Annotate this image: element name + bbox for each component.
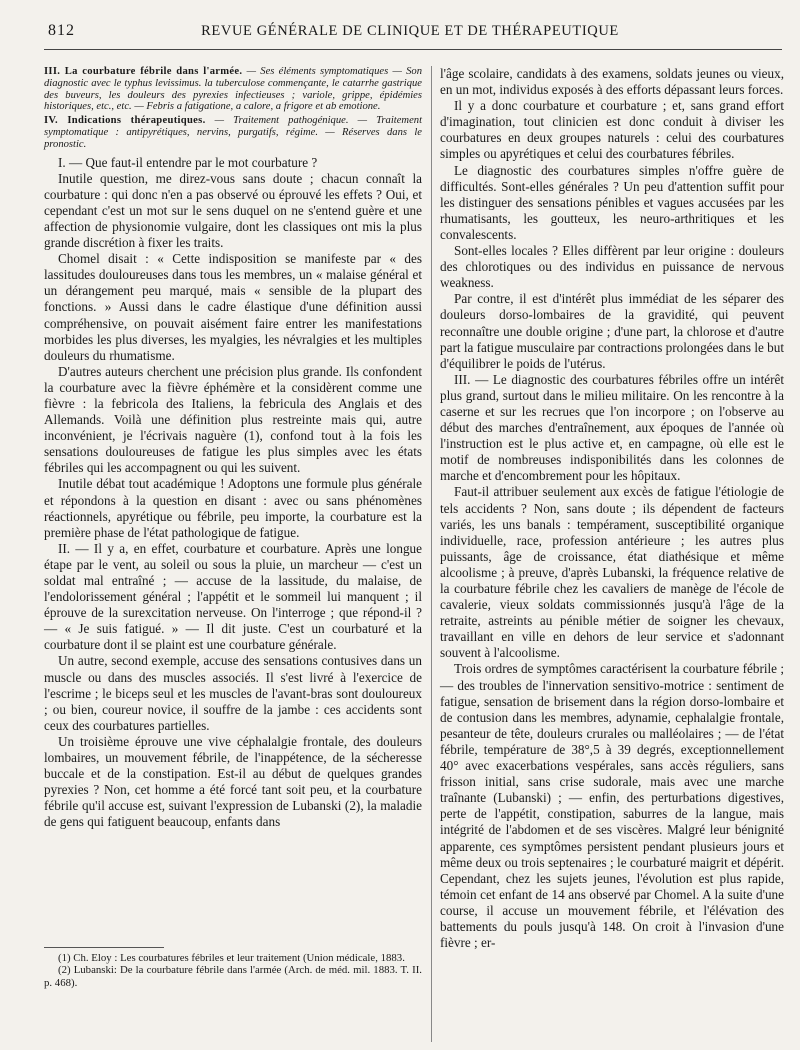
paragraph: l'âge scolaire, candidats à des examens, soldats jeunes ou vieux, en un mot, individus exposés à des efforts dépassant leurs forces. (440, 66, 784, 98)
page-header (40, 22, 780, 46)
column-divider (431, 66, 432, 1042)
footnote: (2) Lubanski: De la courbature fébrile dans l'armée (Arch. de méd. mil. 1883. T. II. p. 468). (44, 964, 422, 989)
paragraph: II. — Il y a, en effet, courbature et courbature. Après une longue étape par le vent, au soleil ou sous la pluie, un marcheur — c'est un soldat mal entraîné ; — accuse de la lassitude, du malaise, de l'endolorissement général ; l'appétit et le sommeil lui manquent ; il éprouve de la surexcitation nerveuse. On l'interroge ; que répond-il ? — « Je suis fatigué. » — Il dit juste. C'est un courbaturé et la courbature dont il se plaint est une courbature générale. (44, 540, 422, 653)
paragraph: Par contre, il est d'intérêt plus immédiat de les séparer des douleurs dorso-lombaires de la gravidité, qui peuvent reconnaître une double origine ; d'une part, la chlorose et d'autre part la fatigue musculaire par contractions prolongées dans le but d'équilibrer le poids de l'utérus. (440, 291, 784, 371)
summary-item-3 (44, 66, 422, 113)
page-number: 812 (48, 22, 75, 39)
summary-text-4: — Traitement pathogénique. — Traitement symptomatique : antipyrétiques, nervins, purgatifs, régime. — Réserves dans le pronostic. (44, 115, 423, 150)
paragraph: Faut-il attribuer seulement aux excès de fatigue l'étiologie de tels accidents ? Non, sans doute ; ils dépendent de facteurs variés, les uns banals : tempérament, susceptibilité organique individuelle, race, profession antérieure ; les autres plus puissants, âge de croissance, état diathésique et même alcoolisme ; à preuve, d'après Lubanski, la fréquence relative de la courbature fébrile chez les cavaliers de manège de l'école de cavalerie, vieux soldats commissionnés jusqu'à l'âge de la retraite, astreints au pénible métier de soigner les chevaux, travaillant en ville en dehors de leur service et s'adonnant souvent à l'alcoolisme. (440, 484, 784, 661)
paragraph: Il y a donc courbature et courbature ; et, sans grand effort d'imagination, tout clinicien est donc conduit à diviser les courbatures en deux groupes naturels : celui des courbatures simples ou apyrétiques et celui des courbatures fébriles. (440, 98, 784, 162)
summary-heading-4: IV. Indications thérapeutiques. (44, 115, 206, 127)
paragraph: Un autre, second exemple, accuse des sensations contusives dans un muscle ou dans des muscles associés. Il s'est livré à l'exercice de l'escrime ; le biceps seul et les muscles de l'avant-bras sont douloureux ; ou bien, coureur novice, il souffre de la jambe : ces accidents sont ceux des courbatures partielles. (44, 653, 422, 733)
paragraph: Un troisième éprouve une vive céphalalgie frontale, des douleurs lombaires, un mouvement fébrile, de l'inappétence, de la sécheresse buccale et de la constipation. Est-il au début de quelques grandes pyrexies ? Non, cet homme a été forcé tant soit peu, et la courbature fébrile qu'il accuse est, suivant l'expression de Lubanski (2), la maladie de gens qui fatiguent beaucoup, enfants dans (44, 733, 422, 830)
header-rule (44, 49, 782, 50)
left-column (44, 66, 422, 831)
paragraph: D'autres auteurs cherchent une précision plus grande. Ils confondent la courbature avec la fièvre éphémère et la considèrent comme une fièvre : la febricola des Italiens, la febricula des Anglais et des Allemands. Voilà une définition plus restreinte mais qui, autre inconvénient, je l'écrivais naguère (1), confond tout à la fois les sensations douloureuses de fatigue les plus simples avec les états fébriles qui les accompagnent ou qui les suivent. (44, 363, 422, 476)
running-title: REVUE GÉNÉRALE DE CLINIQUE ET DE THÉRAPEUTIQUE (201, 23, 619, 39)
paragraph: Chomel disait : « Cette indisposition se manifeste par « des lassitudes douloureuses dans tous les membres, un « malaise général et un dérangement peu marqué, mais « sensible de la plupart des fonctions. » Aussi dans le cadre élastique d'une définition aussi compréhensive, on pouvait aisément faire entrer les manifestations morbides les plus diverses, les myalgies, les névralgies et les multiples douleurs du rhumatisme. (44, 251, 422, 363)
summary-text-3: — Ses éléments symptomatiques — Son diagnostic avec le typhus levissimus. la tuberculose commençante, le catarrhe gastrique des buveurs, les douleurs des pyrexies infectieuses ; variole, grippe, épidémies historiques, etc., etc. — Febris a fatigatione, a calore, a frigore et ab emotione. (44, 66, 423, 113)
paragraph: Inutile question, me direz-vous sans doute ; chacun connaît la courbature : qui donc n'en a pas observé ou éprouvé les effets ? Oui, et cependant c'est un mot sur le sens duquel on ne s'entend guère et une affection de physionomie vulgaire, dont les classiques ont mis la plus grande discrétion à fixer les traits. (44, 170, 422, 251)
paragraph: Trois ordres de symptômes caractérisent la courbature fébrile ; — des troubles de l'innervation sensitivo-motrice : sentiment de fatigue, sensation de brisement dans la région dorso-lombaire et de contusion dans les membres, adynamie, cephalalgie frontale, pesanteur de tête, douleurs crurales ou malléolaires ; — de l'état fébrile, température de 38°,5 à 39 degrés, exceptionnellement 40° avec exacerbations vespérales, sans accès réguliers, sans frisson initial, sans crise sudorale, mais avec une marche traînante (Lubanski) ; — enfin, des perturbations digestives, perte de l'appétit, constipation, saburres de la langue, mais intégrité de l'abdomen et de ses viscères. Malgré leur bénignité apparente, ces symptômes persistent pendant plusieurs jours et même deux ou trois septenaires ; le courbaturé maigrit et dépérit. Cependant, chez les sujets jeunes, l'évolution est plus rapide, témoin cet enfant de 14 ans observé par Chomel. A la suite d'une course, il accuse un mouvement fébrile, et l'élévation des battements du pouls jusqu'à 148. On croit à l'invasion d'une fièvre ; er- (440, 661, 784, 951)
section-summary (44, 66, 422, 151)
summary-item-4 (44, 115, 422, 150)
paragraph: Sont-elles locales ? Elles diffèrent par leur origine : douleurs des chlorotiques ou des individus en puissance de nervous weakness. (440, 243, 784, 291)
footnotes (44, 952, 422, 989)
footnote: (1) Ch. Eloy : Les courbatures fébriles et leur traitement (Union médicale, 1883. (58, 952, 405, 964)
paragraph: I. — Que faut-il entendre par le mot courbature ? (58, 154, 318, 170)
paragraph: Le diagnostic des courbatures simples n'offre guère de difficultés. Sont-elles générales ? Un peu d'attention suffit pour les distinguer des sensations pénibles et vagues accusées par les rhumatisants, les goutteux, les neuro-arthritiques et les convalescents. (440, 162, 784, 242)
paragraph: III. — Le diagnostic des courbatures fébriles offre un intérêt plus grand, surtout dans le milieu militaire. On les rencontre à la caserne et sur les recrues que l'on incorpore ; on l'observe au début des marches d'entraînement, aux époques de l'année où l'instruction est le plus active et, en campagne, où elle est le motif de nombreuses indisponibilités dans les colonnes de marche et d'encombrement pour les hôpitaux. (440, 371, 784, 484)
right-column (440, 66, 784, 951)
summary-heading-3: III. La courbature fébrile dans l'armée. (44, 66, 243, 77)
paragraph: Inutile débat tout académique ! Adoptons une formule plus générale et répondons à la question en disant : avec ou sans phénomènes réactionnels, apyrétique ou fébrile, peu importe, la courbature est la première phase de l'état pathologique de fatigue. (44, 476, 422, 540)
footnote-rule (44, 947, 164, 948)
